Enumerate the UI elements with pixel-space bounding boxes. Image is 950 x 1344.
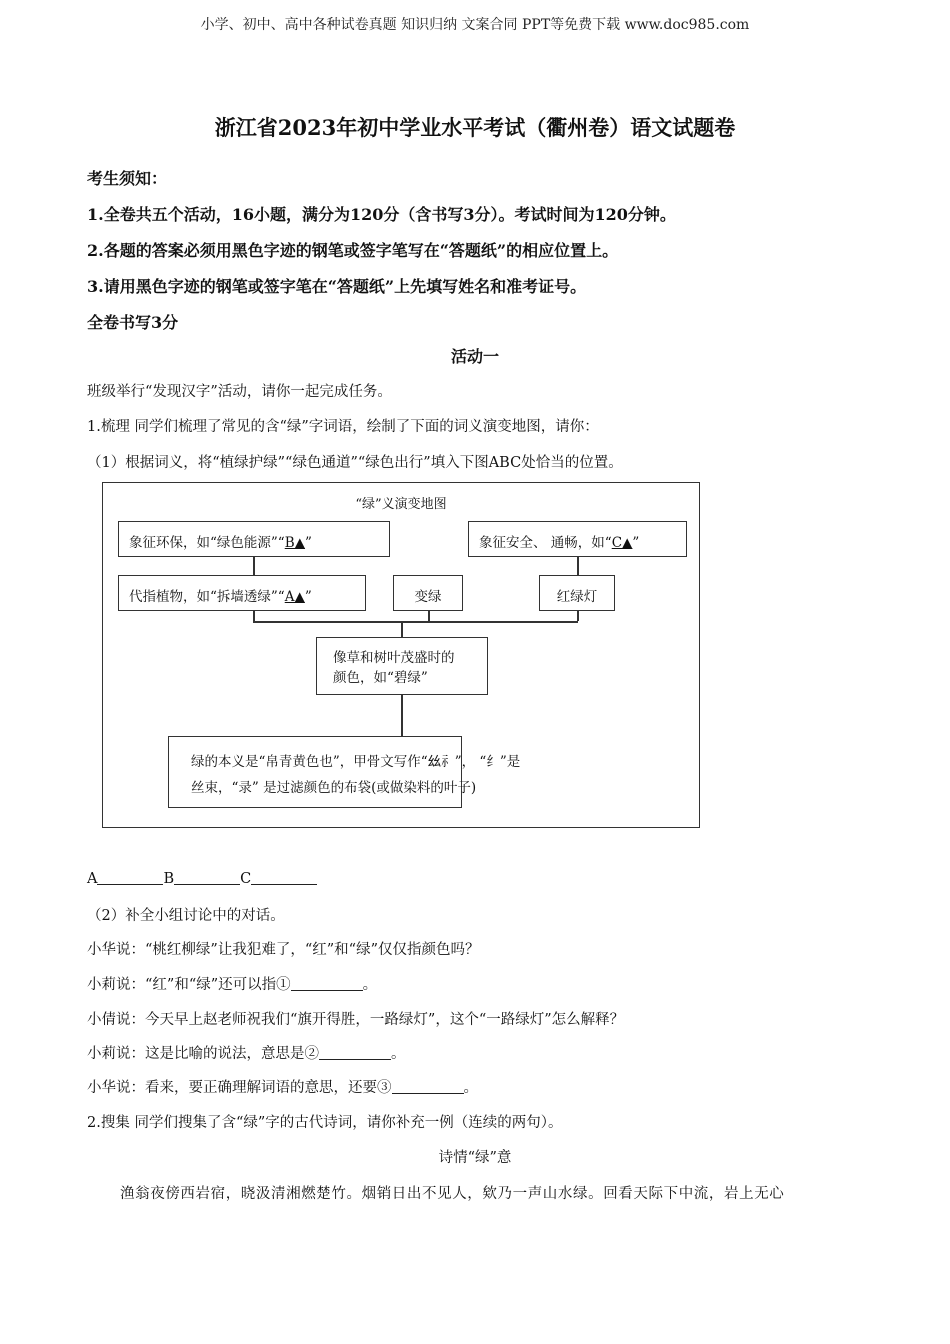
connector-line <box>428 611 430 621</box>
answer-line-abc: A B C <box>87 870 317 887</box>
box-b-prefix: 象征环保，如“绿色能源”“ <box>129 535 285 551</box>
box-c-suffix: ” <box>632 535 640 551</box>
poem-text: 渔翁夜傍西岩宿，晓汲清湘燃楚竹。烟销日出不见人，欸乃一声山水绿。回看天际下中流，岩上无心 <box>120 1186 785 1202</box>
activity-1-heading: 活动一 <box>450 347 499 366</box>
connector-line <box>577 611 579 621</box>
blank-c: C▲ <box>611 535 633 551</box>
dialogue-line-2: 小莉说：“红”和“绿”还可以指① 。 <box>87 977 378 993</box>
origin-line-1a: 绿的本义是“帛青黄色也”，甲骨文写作“ <box>191 754 428 770</box>
answer-blank-2[interactable] <box>319 1045 391 1060</box>
origin-line-2: 丝束，“录” 是过滤颜色的布袋(或做染料的叶子) <box>191 780 477 796</box>
blank-b: B▲ <box>284 535 306 551</box>
connector-line <box>253 611 255 621</box>
box-grass-color <box>316 637 488 695</box>
activity-1-intro: 班级举行“发现汉字”活动，请你一起完成任务。 <box>87 384 392 400</box>
dialogue-line-3: 小倩说：今天早上赵老师祝我们“旗开得胜，一路绿灯”，这个“一路绿灯”怎么解释？ <box>87 1012 625 1028</box>
connector-line <box>401 695 403 736</box>
box-a-suffix: ” <box>304 589 312 605</box>
answer-blank-3[interactable] <box>392 1079 464 1094</box>
box-traffic-light: 红绿灯 <box>539 575 615 611</box>
blank-a: A▲ <box>284 589 305 605</box>
dialogue-line-4: 小莉说：这是比喻的说法，意思是② 。 <box>87 1046 406 1062</box>
box-safety <box>468 521 687 557</box>
connector-line <box>401 621 403 637</box>
question-2-prompt: 2.搜集 同学们搜集了含“绿”字的古代诗词，请你补充一例（连续的两句）。 <box>87 1115 563 1131</box>
connector-line <box>253 557 255 575</box>
answer-blank-1[interactable] <box>291 976 363 991</box>
notice-item-2: 2.各题的答案必须用黑色字迹的钢笔或签字笔写在“答题纸”的相应位置上。 <box>87 241 619 260</box>
box-c-prefix: 象征安全、 通畅，如“ <box>479 535 612 551</box>
connector-line <box>577 557 579 575</box>
word-evolution-diagram <box>102 482 700 828</box>
box-original-meaning <box>168 736 521 808</box>
box-color-line-1: 像草和树叶茂盛时的 <box>333 650 455 666</box>
connector-line <box>253 621 578 623</box>
notice-heading: 考生须知： <box>87 169 168 188</box>
box-color-line-2: 颜色，如“碧绿” <box>333 670 428 686</box>
notice-item-1: 1.全卷共五个活动，16小题，满分为120分（含书写3分）。考试时间为120分钟。 <box>87 205 676 224</box>
dialogue-line-1: 小华说：“桃红柳绿”让我犯难了，“红”和“绿”仅仅指颜色吗？ <box>87 942 480 958</box>
box-environment <box>118 521 390 557</box>
oracle-bone-glyph-icon: 𢆶⺬ <box>427 754 455 770</box>
origin-line-1b: ”， “纟”是 <box>454 754 521 770</box>
writing-score-note: 全卷书写3分 <box>87 313 179 332</box>
question-1-2-prompt: （2）补全小组讨论中的对话。 <box>87 908 285 924</box>
box-a-prefix: 代指植物，如“拆墙透绿”“ <box>129 589 285 605</box>
question-1-1-prompt: （1）根据词义，将“植绿护绿”“绿色通道”“绿色出行”填入下图ABC处恰当的位置。 <box>87 455 623 471</box>
box-b-suffix: ” <box>305 535 312 551</box>
diagram-title: “绿”义演变地图 <box>355 497 447 512</box>
poem-section-title: 诗情“绿”意 <box>438 1150 512 1166</box>
question-1-prompt: 1.梳理 同学们梳理了常见的含“绿”字词语，绘制了下面的词义演变地图，请你： <box>87 419 599 435</box>
box-plants <box>118 575 366 611</box>
page-title: 浙江省2023年初中学业水平考试（衢州卷）语文试题卷 <box>214 115 736 140</box>
notice-item-3: 3.请用黑色字迹的钢笔或签字笔在“答题纸”上先填写姓名和准考证号。 <box>87 277 587 296</box>
page-header-ad: 小学、初中、高中各种试卷真题 知识归纳 文案合同 PPT等免费下载 www.doc985.com <box>200 17 750 33</box>
box-turn-green: 变绿 <box>393 575 463 611</box>
dialogue-line-5: 小华说：看来，要正确理解词语的意思，还要③ 。 <box>87 1080 478 1096</box>
